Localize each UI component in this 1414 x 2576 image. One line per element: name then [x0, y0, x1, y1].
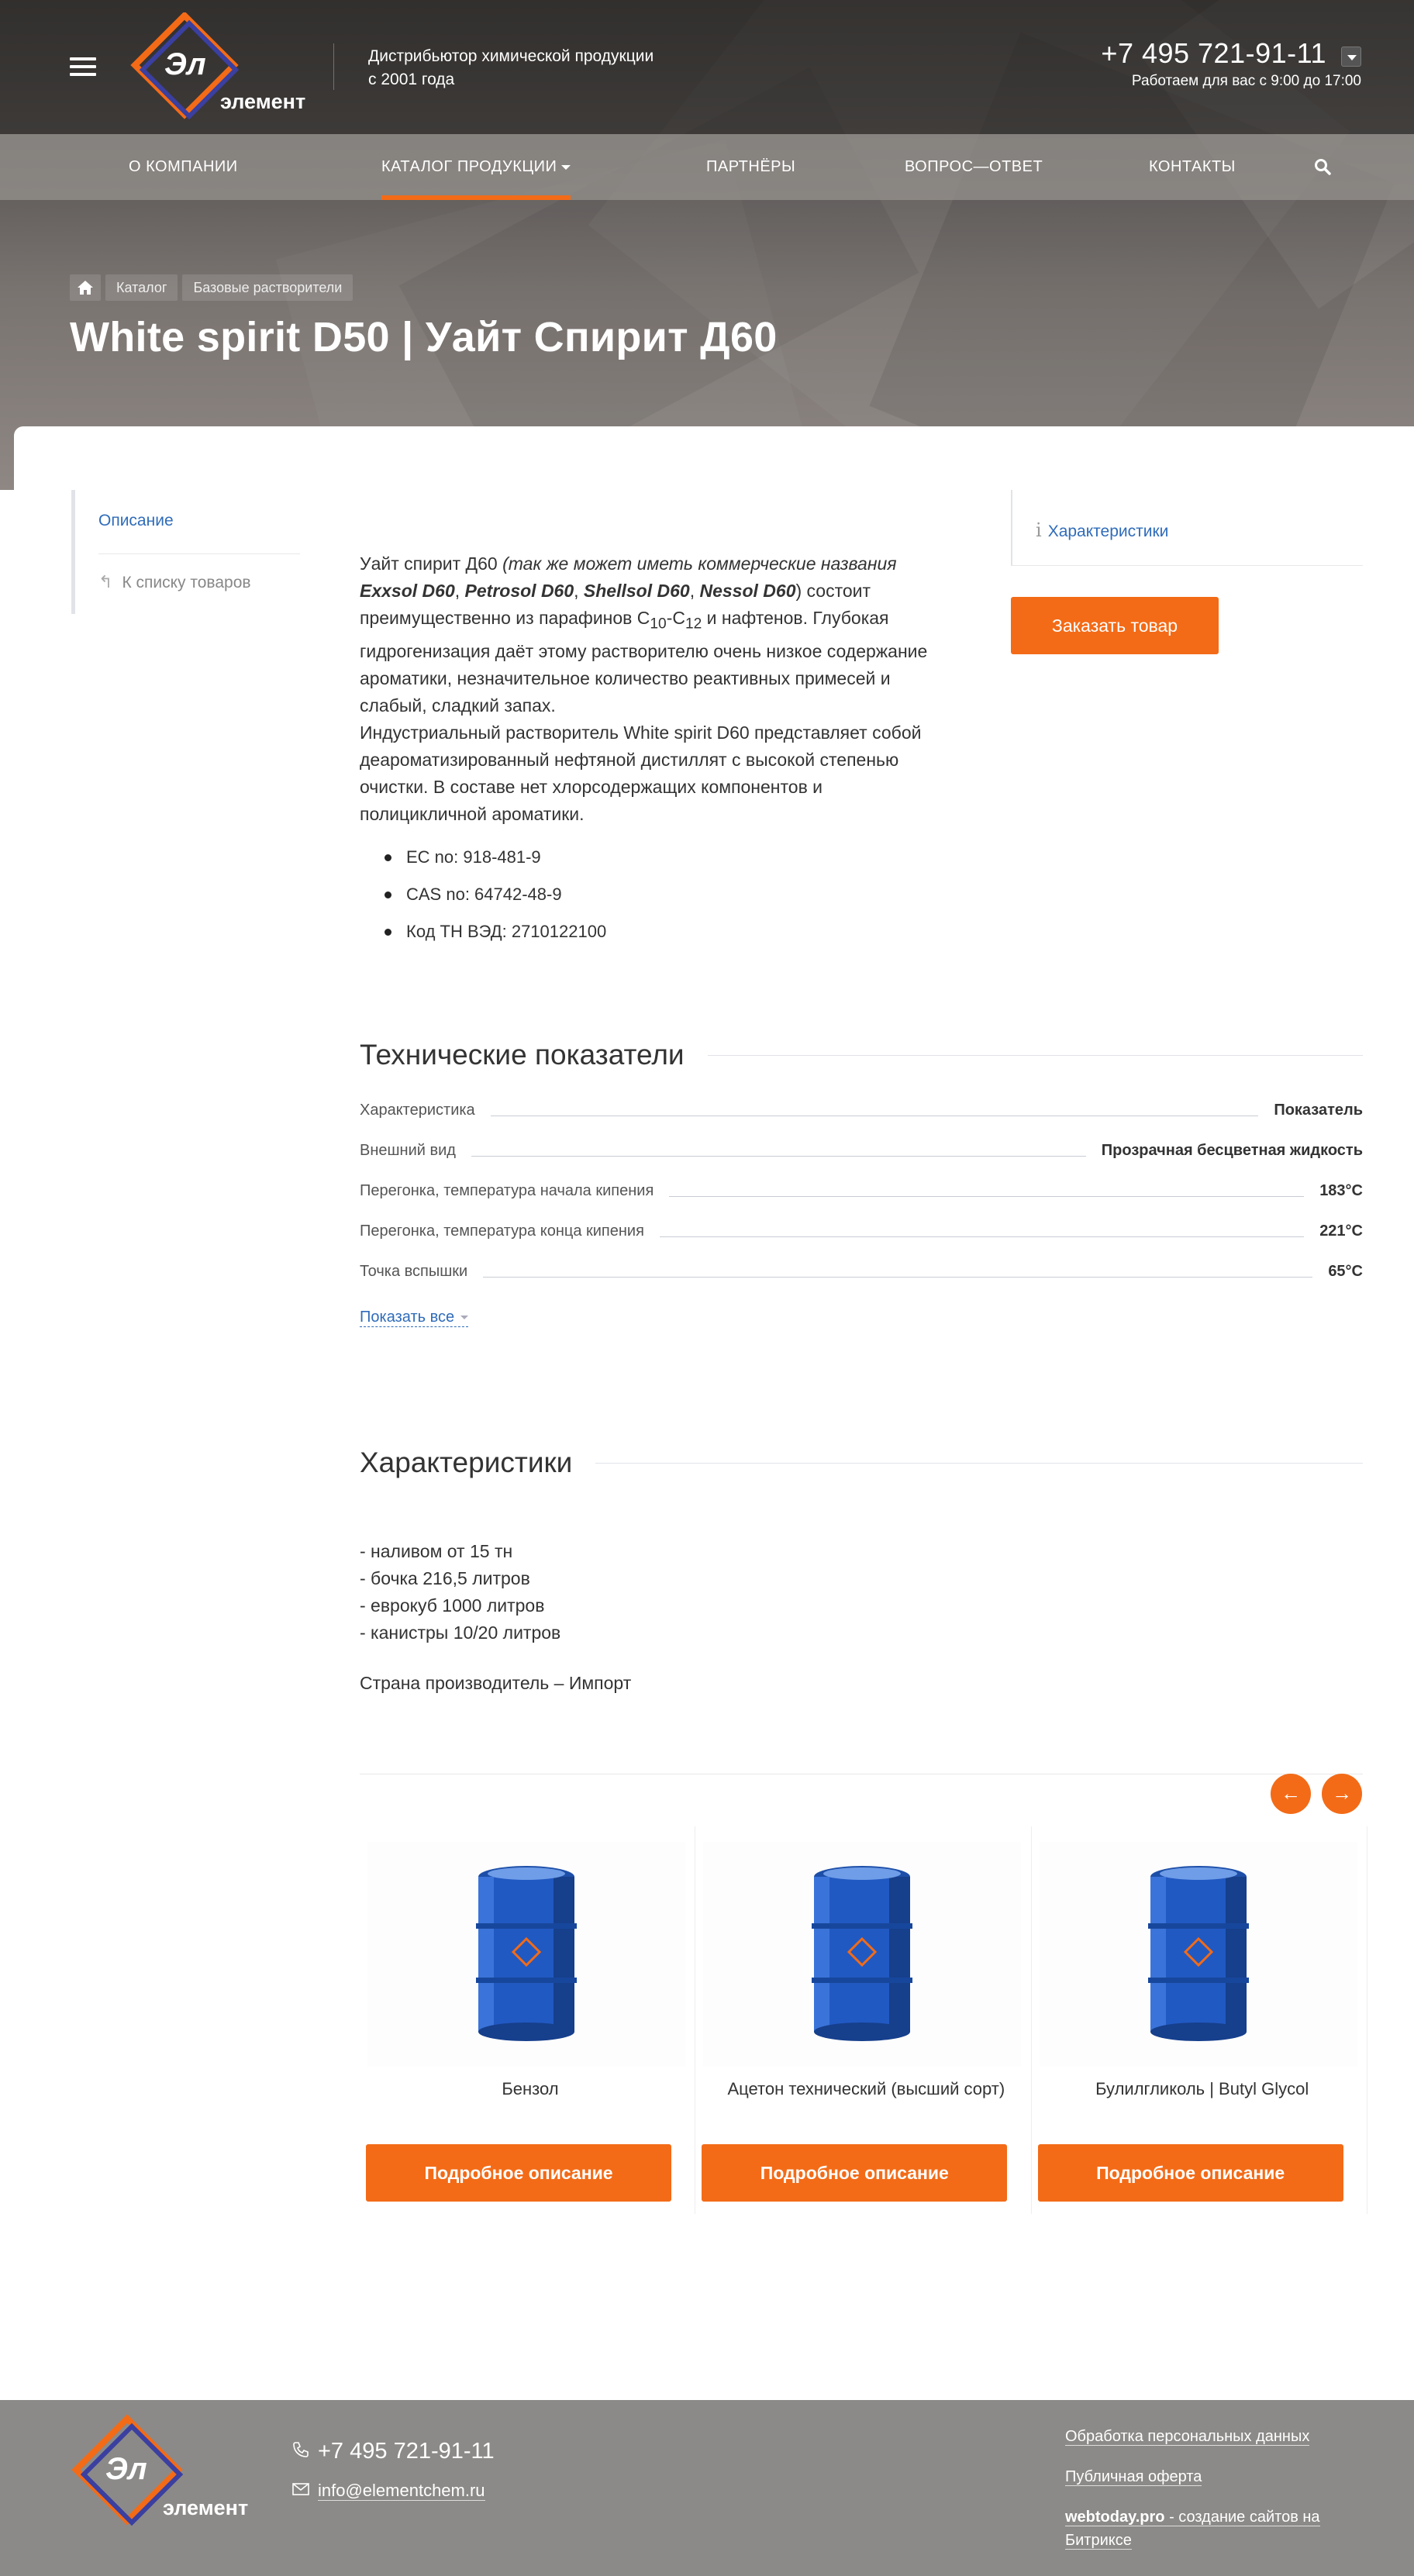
offer-link-label: Публичная оферта [1065, 2468, 1202, 2485]
product-name[interactable]: Булилгликоль | Butyl Glycol [1095, 2079, 1309, 2098]
list-item: - бочка 216,5 литров [360, 1568, 530, 1588]
nav-item-label: КОНТАКТЫ [1149, 158, 1236, 175]
tagline-line1: Дистрибьютор химической продукции [368, 47, 654, 65]
footer-phone-number: +7 495 721-91-11 [318, 2439, 495, 2464]
breadcrumb-catalog[interactable]: Каталог [105, 274, 178, 301]
logo-text-bottom: элемент [220, 90, 306, 113]
table-row [360, 1211, 1363, 1251]
characteristics-section-title: Характеристики [360, 1447, 573, 1478]
main-nav [0, 134, 1414, 200]
characteristics-link[interactable] [1036, 519, 1168, 541]
arrow-right-icon[interactable]: → [1322, 1774, 1362, 1814]
hero-banner [0, 0, 1414, 490]
product-codes-list [360, 839, 902, 950]
list-item: Код ТН ВЭД: 2710122100 [360, 913, 902, 950]
table-row [360, 1171, 1363, 1211]
country-of-origin: Страна производитель – Импорт [360, 1673, 632, 1693]
product-details-button[interactable]: Подробное описание [702, 2144, 1007, 2202]
back-to-list-label: К списку товаров [122, 574, 251, 591]
back-arrow-icon: ↰ [98, 572, 113, 591]
nav-item-label: КАТАЛОГ ПРОДУКЦИИ [381, 158, 557, 175]
product-description [360, 550, 933, 828]
show-all-link[interactable]: Показать все [360, 1309, 468, 1327]
subscript-10: 10 [650, 616, 667, 633]
footer-links [1065, 2425, 1375, 2569]
list-item: - еврокуб 1000 литров [360, 1595, 545, 1616]
footer-phone[interactable] [291, 2439, 495, 2465]
brand-1: Exxsol D60 [360, 581, 455, 601]
nav-item-faq[interactable] [905, 134, 1043, 200]
tech-section-header [360, 1039, 1363, 1071]
list-item: CAS no: 64742-48-9 [360, 876, 902, 913]
spec-value: Прозрачная бесцветная жидкость [1101, 1141, 1363, 1159]
spec-value: 221°С [1319, 1222, 1363, 1240]
developer-text: - создание сайтов на Битриксе [1065, 2509, 1320, 2549]
tagline-line2: с 2001 года [368, 71, 455, 88]
spec-table [360, 1090, 1363, 1291]
logo[interactable] [129, 12, 315, 121]
product-name[interactable]: Ацетон технический (высший сорт) [727, 2079, 1005, 2098]
developer-link[interactable] [1065, 2505, 1375, 2552]
barrel-image[interactable] [367, 1842, 685, 2067]
footer-logo[interactable] [68, 2412, 262, 2529]
brand-4: Nessol D60 [699, 581, 796, 601]
product-name[interactable]: Бензол [502, 2079, 559, 2098]
developer-name: webtoday.pro [1065, 2509, 1165, 2526]
product-details-button[interactable]: Подробное описание [366, 2144, 671, 2202]
header-phone[interactable]: +7 495 721-91-11 [1101, 37, 1326, 69]
nav-item-label: ВОПРОС—ОТВЕТ [905, 158, 1043, 175]
product-card [695, 1826, 1031, 2214]
barrel-image[interactable] [703, 1842, 1021, 2067]
side-menu [71, 490, 304, 614]
spec-key: Характеристика [360, 1101, 475, 1119]
footer-email[interactable] [291, 2481, 485, 2502]
home-icon[interactable] [70, 274, 101, 301]
nav-item-contacts[interactable] [1149, 134, 1236, 200]
product-card [1032, 1826, 1367, 2214]
side-divider [98, 553, 300, 554]
info-icon: i [1036, 519, 1042, 541]
nav-item-about[interactable] [129, 134, 238, 200]
page-title: White spirit D50 | Уайт Спирит Д60 [70, 314, 778, 360]
subscript-12: 12 [685, 616, 702, 633]
nav-item-catalog[interactable] [381, 134, 571, 200]
privacy-link[interactable] [1065, 2425, 1375, 2448]
nav-item-label: ПАРТНЁРЫ [706, 158, 796, 175]
list-item: - канистры 10/20 литров [360, 1623, 561, 1643]
description-paren-intro: (так же может иметь коммерческие названия [502, 553, 897, 574]
brand-2: Petrosol D60 [464, 581, 574, 601]
menu-icon[interactable] [70, 57, 96, 78]
back-to-list-link[interactable] [98, 572, 251, 592]
footer-logo-text-top: Эл [105, 2452, 147, 2486]
nav-item-label: О КОМПАНИИ [129, 158, 238, 175]
description-name: Уайт спирит Д60 [360, 553, 498, 574]
brand-3: Shellsol D60 [583, 581, 690, 601]
top-bar [0, 0, 1414, 134]
description-dash: -C [666, 608, 685, 628]
caret-down-icon [561, 165, 571, 170]
search-icon[interactable] [1313, 157, 1332, 176]
footer-email-address: info@elementchem.ru [318, 2481, 485, 2500]
arrow-left-icon[interactable]: ← [1271, 1774, 1311, 1814]
breadcrumb-solvents[interactable]: Базовые растворители [182, 274, 353, 301]
spec-key: Перегонка, температура конца кипения [360, 1222, 644, 1240]
phone-icon [291, 2440, 310, 2465]
spec-value: 183°С [1319, 1181, 1363, 1199]
description-paragraph-1: Уайт спирит Д60 (так же может иметь коммерческие названия Exxsol D60, Petrosol D60, Shellsol D60, Nessol D60) состоит преимущественно из парафинов $C_{10}-C_{12}$ и нафтенов. Глубокая гидрогенизация даёт этому растворителю очень низкое содержание ароматики, незначительное количество реактивных примесей и слабый, сладкий запах. [360, 553, 928, 716]
characteristics-section-header [360, 1447, 1363, 1479]
description-paragraph-2: Индустриальный растворитель White spirit D60 представляет собой деароматизированный нефтяной дистиллят с высокой степенью очистки. В составе нет хлорсодержащих компонентов и полицикличной ароматики. [360, 722, 922, 824]
product-card [360, 1826, 695, 2214]
right-panel [1011, 490, 1363, 566]
phone-dropdown-icon[interactable] [1341, 47, 1361, 67]
description-text-1: ) состоит преимущественно из парафинов C [360, 581, 871, 628]
work-hours: Работаем для вас с 9:00 до 17:00 [1131, 73, 1361, 89]
spec-key: Точка вспышки [360, 1262, 468, 1280]
footer [0, 2400, 1414, 2576]
nav-item-partners[interactable] [706, 134, 795, 200]
tech-section-title: Технические показатели [360, 1039, 685, 1071]
order-button[interactable]: Заказать товар [1011, 597, 1219, 654]
related-products [360, 1826, 1367, 2214]
product-details-button[interactable]: Подробное описание [1038, 2144, 1343, 2202]
spec-key: Перегонка, температура начала кипения [360, 1181, 654, 1199]
characteristics-link-label: Характеристики [1047, 522, 1169, 540]
offer-link[interactable] [1065, 2465, 1375, 2488]
header-divider [333, 43, 334, 90]
mail-icon [291, 2481, 310, 2502]
logo-text-top: Эл [164, 47, 206, 81]
footer-logo-text-bottom: элемент [163, 2496, 249, 2519]
list-item: EC no: 918-481-9 [360, 839, 902, 876]
barrel-image[interactable] [1040, 1842, 1357, 2067]
breadcrumb [70, 274, 353, 301]
table-row [360, 1130, 1363, 1171]
tagline [368, 45, 694, 91]
spec-value: 65°С [1328, 1262, 1363, 1280]
description-text-2: и нафтенов. Глубокая гидрогенизация даёт этому растворителю очень низкое содержание ароматики, незначительное количество реактивных примесей и слабый, сладкий запах. [360, 608, 928, 716]
table-row [360, 1251, 1363, 1291]
spec-key: Внешний вид [360, 1141, 456, 1159]
side-link-description[interactable]: Описание [98, 512, 174, 529]
packaging-list [360, 1538, 560, 1647]
privacy-link-label: Обработка персональных данных [1065, 2428, 1310, 2445]
table-row [360, 1090, 1363, 1130]
spec-value: Показатель [1274, 1101, 1363, 1119]
list-item: - наливом от 15 тн [360, 1541, 513, 1561]
